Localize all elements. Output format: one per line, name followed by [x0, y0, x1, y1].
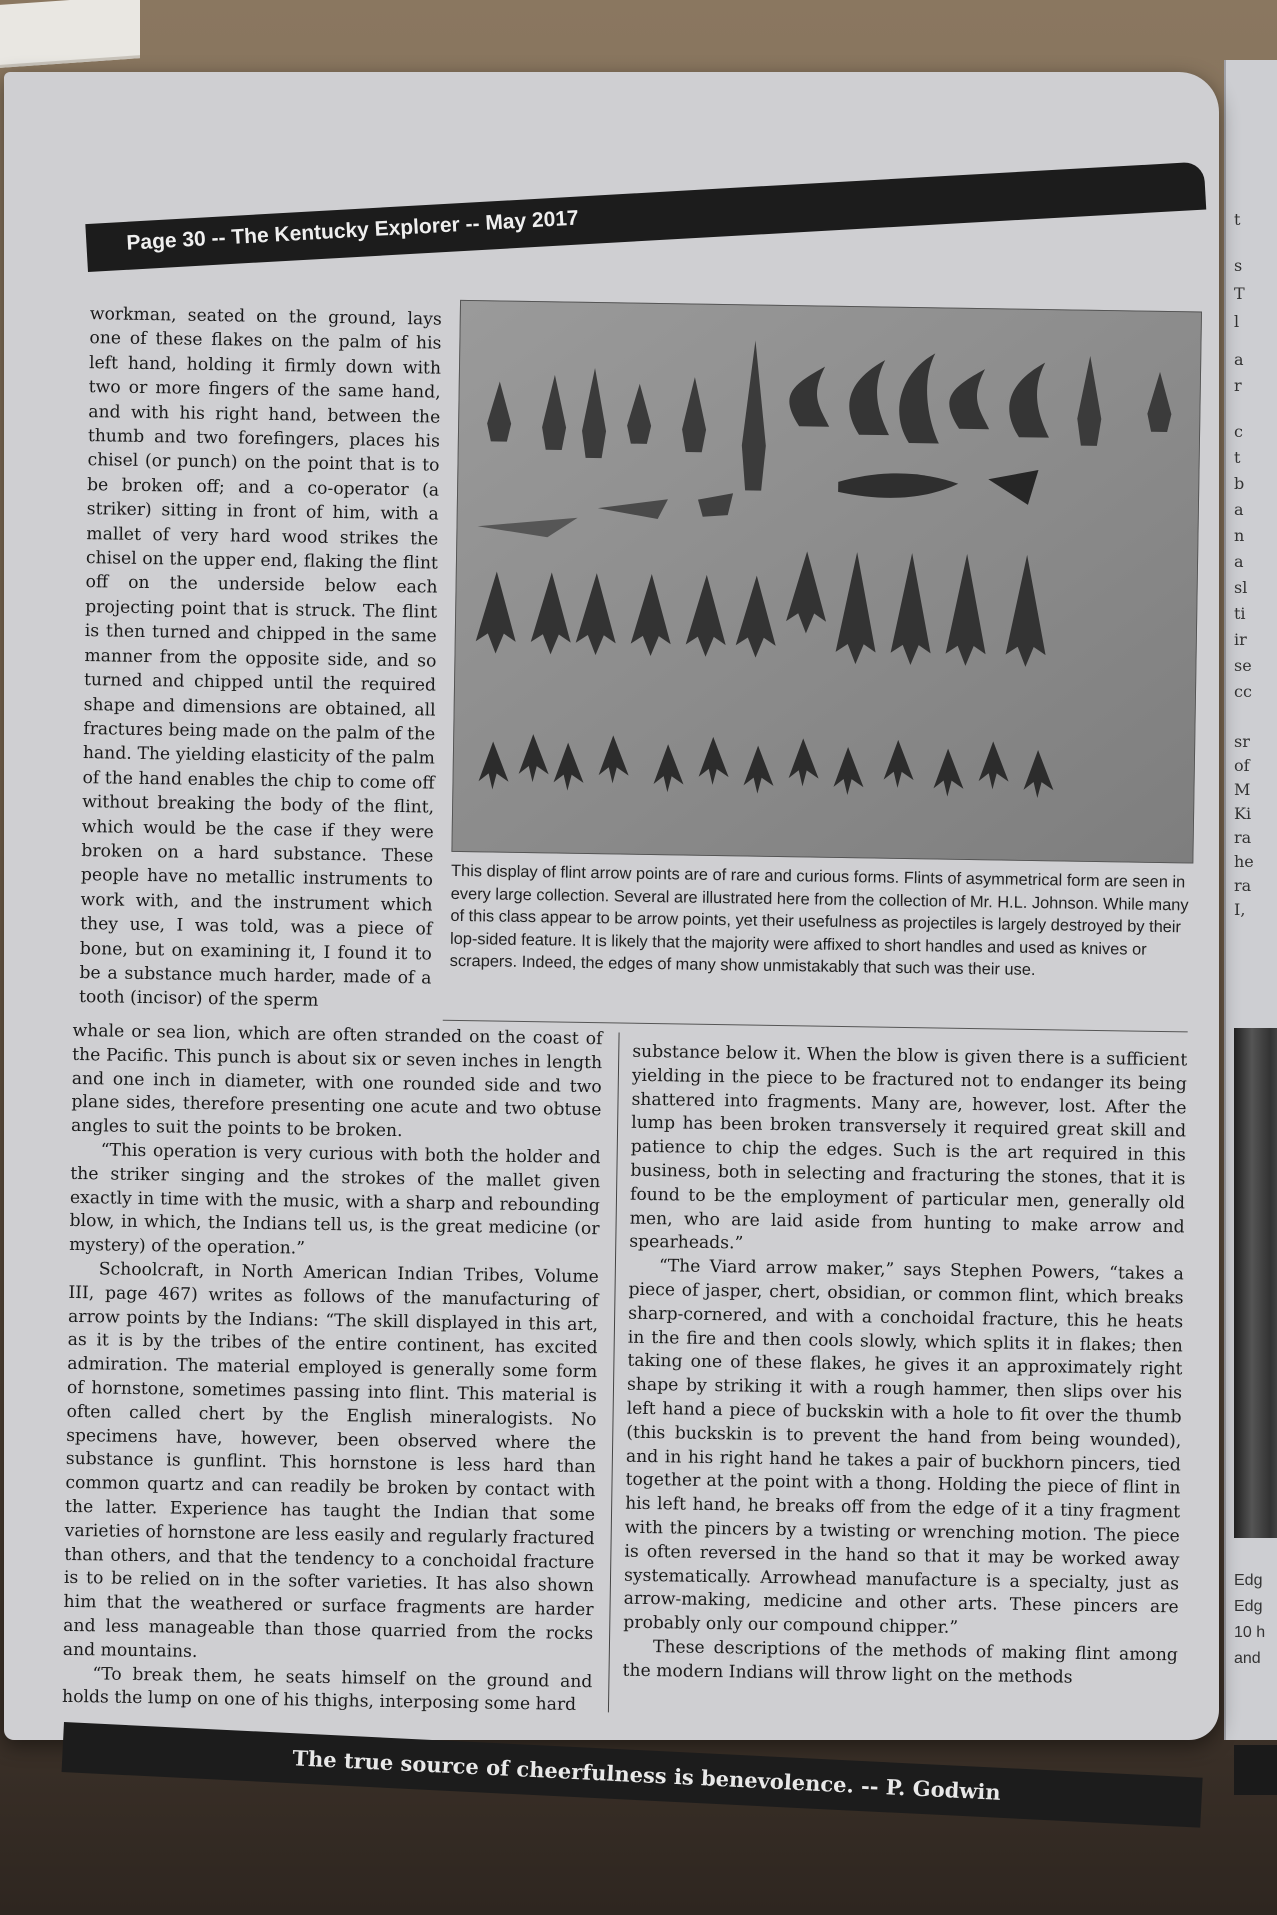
- adjacent-photo: [1234, 1028, 1277, 1538]
- adjacent-text: b: [1234, 474, 1245, 493]
- adjacent-text: sl: [1234, 578, 1248, 597]
- paragraph: substance below it. When the blow is given there is a sufficient yielding in the piece to be fractured not to endanger its being shattered into fragments. Many are, however, lost. After the lump has been broken transversely it required great skill and patience to chip the edges. Such is the art required in this business, both in selecting and fracturing the stones, that it is found to be the employment of particular men, generally old men, who are laid aside from hunting to make arrow and spearheads.”: [629, 1041, 1188, 1254]
- paragraph: “This operation is very curious with both the holder and the striker singing and the strokes of the mallet given exactly in time with the music, with a sharp and rebounding blow, in which, the Indians tell us, is the great medicine (or mystery) of the operation.”: [69, 1140, 601, 1259]
- adjacent-text: a: [1234, 552, 1244, 571]
- adjacent-text: n: [1234, 526, 1245, 545]
- adjacent-text: T: [1234, 284, 1245, 303]
- adjacent-text: cc: [1234, 682, 1252, 701]
- adjacent-page: [1224, 60, 1277, 1740]
- adjacent-text: Edg: [1234, 1572, 1263, 1589]
- adjacent-text: l: [1234, 312, 1240, 331]
- photo-caption: This display of flint arrow points are of rare and curious forms. Flints of asymmetrical form are seen in every large collection. Several are illustrated here from the collection of Mr. H.L. Johnson. While many of this class appear to be arrow points, yet their usefulness as projectiles is largely destroyed by their lop-sided feature. It is likely that the majority were affixed to short handles and used as knives or scrapers. Indeed, the edges of many show unmistakably that such was their use.: [449, 861, 1189, 980]
- left-column-bottom: [62, 1020, 603, 1718]
- adjacent-text: M: [1234, 780, 1251, 799]
- adjacent-text: sr: [1234, 732, 1250, 751]
- adjacent-text: ra: [1234, 876, 1252, 895]
- adjacent-text: ir: [1234, 630, 1247, 649]
- adjacent-text: t: [1234, 448, 1241, 467]
- adjacent-text: ra: [1234, 828, 1252, 847]
- adjacent-text: he: [1234, 852, 1254, 871]
- paragraph: “The Viard arrow maker,” says Stephen Powers, “takes a piece of jasper, chert, obsidian, or common flint, which breaks sharp-cornered, and with a conchoidal fracture, this he heats in the fire and then cools slowly, which splits it in flakes; then taking one of these flakes, he gives it an approximately right shape by striking it with a rough hammer, then slips over his left hand a piece of buckskin with a hole to fit over the thumb (this buckskin is to prevent the hand from being wounded), and in his right hand he takes a pair of buckhorn pincers, tied together at the point with a thong. Holding the piece of flint in his left hand, he breaks off from the edge of it a tiny fragment with the pincers by a twisting or wrenching motion. The piece is often reversed in the hand so that it may be worked away systematically. Arrowhead manufacture is a specialty, just as arrow-making, medicine and other arts. These pincers are probably only our compound chipper.”: [623, 1256, 1185, 1639]
- arrowheads-photo: [451, 300, 1202, 864]
- adjacent-text: a: [1234, 500, 1244, 519]
- article-body: [61, 302, 1208, 1759]
- adjacent-footer-band: [1234, 1745, 1277, 1795]
- page-header: [85, 162, 1206, 272]
- paragraph: whale or sea lion, which are often stranded on the coast of the Pacific. This punch is about six or seven inches in length and one inch in diameter, with one rounded side and two plane sides, therefore presenting one acute and two obtuse angles to suit the points to be broken.: [70, 1020, 603, 1142]
- adjacent-text: a: [1234, 350, 1244, 369]
- paragraph: “To break them, he seats himself on the ground and holds the lump on one of his thighs, interposing some hard: [61, 1663, 593, 1716]
- adjacent-text: Edg: [1234, 1598, 1263, 1615]
- column-divider: [608, 1032, 620, 1712]
- adjacent-text: se: [1234, 656, 1252, 675]
- magazine-stack: [0, 0, 140, 68]
- paragraph: workman, seated on the ground, lays one of these flakes on the palm of his left hand, holding it firmly down with two or more fingers of the same hand, and with his right hand, between the thumb and two forefingers, places his chisel (or punch) on the point that is to be broken off; and a co-operator (a striker) sitting in front of him, with a mallet of very hard wood strikes the chisel on the upper end, flaking the flint off on the underside below each projecting point that is struck. The flint is then turned and chipped in the same manner from the opposite side, and so turned and chipped until the required shape and dimensions are obtained, all fractures being made on the palm of the hand. The yielding elasticity of the palm of the hand enables the chip to come off without breaking the body of the flint, which would be the case if they were broken on a hard substance. These people have no metallic instruments to work with, and the instrument which they use, I was told, was a piece of bone, but on examining it, I found it to be a substance much harder, made of a tooth (incisor) of the sperm: [78, 304, 442, 1012]
- adjacent-text: of: [1234, 756, 1250, 775]
- adjacent-text: and: [1234, 1650, 1261, 1667]
- paragraph: These descriptions of the methods of making flint among the modern Indians will throw light on the methods: [622, 1637, 1179, 1688]
- arrowheads-illustration: [452, 301, 1201, 863]
- page-header-text: Page 30 -- The Kentucky Explorer -- May 2017: [125, 206, 580, 255]
- paragraph: Schoolcraft, in North American Indian Tribes, Volume III, page 467) writes as follows of the manufacturing of arrow points by the Indians: “The skill displayed in this art, as it is by the tribes of the entire continent, has excited admiration. The material employed is generally some form of hornstone, sometimes passing into flint. This material is often called chert by the English mineralogists. No specimens have, however, been observed where the substance is gunflint. This hornstone is less hard than common quartz and can readily be broken by contact with the latter. Experience has taught the Indian that some varieties of hornstone are less easily and regularly fractured than others, and that the tendency to a conchoidal fracture is to be relied on in the softer varieties. It has also shown him that the weathered or surface fragments are harder and less manageable than those quarried from the rocks and mountains.: [62, 1259, 599, 1662]
- adjacent-text: ti: [1234, 604, 1246, 623]
- adjacent-text: Ki: [1234, 804, 1252, 823]
- adjacent-text: r: [1234, 376, 1242, 395]
- adjacent-text: I,: [1234, 900, 1246, 919]
- adjacent-text: c: [1234, 422, 1243, 441]
- right-column: [622, 1041, 1187, 1692]
- footer-quote: The true source of cheerfulness is benevolence. -- P. Godwin: [291, 1745, 1002, 1805]
- adjacent-text: 10 h: [1234, 1624, 1266, 1641]
- adjacent-text: t: [1234, 210, 1241, 229]
- magazine-page: [4, 72, 1219, 1805]
- left-column-top: [79, 302, 442, 1015]
- adjacent-text: s: [1234, 256, 1243, 275]
